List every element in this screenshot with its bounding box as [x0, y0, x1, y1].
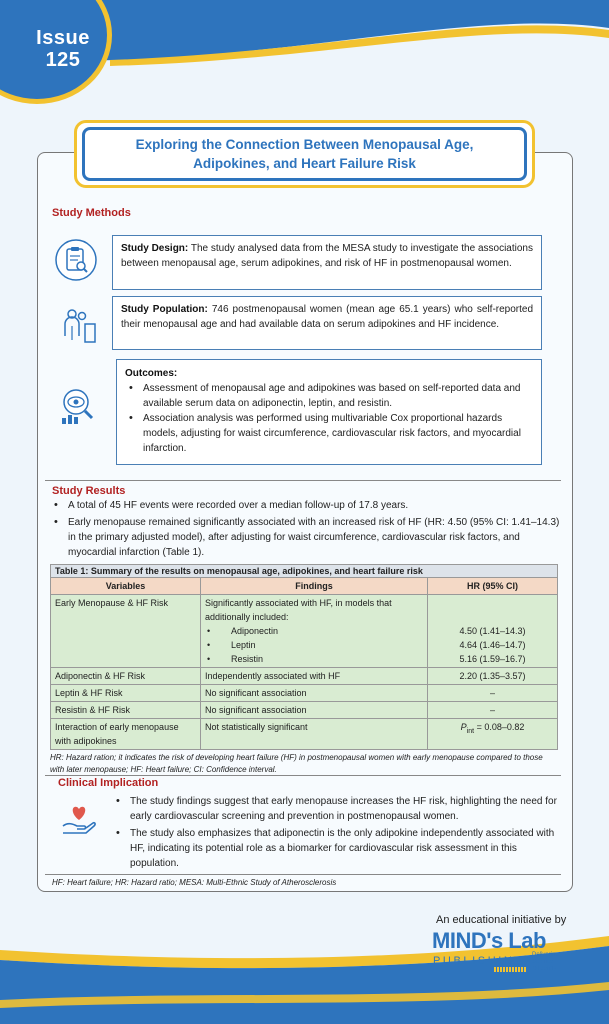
brand-tagline: Delivering Science Diligently [532, 952, 559, 972]
table-header: Variables [51, 578, 201, 595]
divider [45, 874, 561, 875]
initiative-text: An educational initiative by [436, 914, 567, 926]
list-item: • A total of 45 HF events were recorded over a median follow-up of 17.8 years. [50, 498, 562, 513]
issue-label: Issue 125 [36, 27, 90, 71]
outcomes-list [125, 381, 533, 456]
implication-heading: Clinical Implication [58, 777, 159, 789]
table-header: HR (95% CI) [428, 578, 558, 595]
study-design-box: Study Design: The study analysed data from the MESA study to investigate the associations between menopausal age, serum adipokines, and risk of HF in postmenopausal women. [112, 235, 542, 290]
results-list [50, 498, 562, 560]
population-icon [60, 306, 100, 346]
heart-hand-icon [60, 800, 98, 838]
brand-logo: MIND's Lab [432, 928, 546, 953]
divider [45, 775, 561, 776]
divider [45, 480, 561, 481]
abbreviations: HF: Heart failure; HR: Hazard ratio; MESA: Multi-Ethnic Study of Atherosclerosis [52, 878, 337, 887]
results-table [50, 564, 558, 776]
list-item: • The study also emphasizes that adiponectin is the only adipokine independently associated with HF, indicating its potential role as a biomarker for cardiovascular risk assessment in this population. [112, 826, 562, 871]
study-population-box: Study Population: 746 postmenopausal women (mean age 65.1 years) who self-reported their menopausal age and had available data on serum adipokines and HF incidence. [112, 296, 542, 350]
list-item: • The study findings suggest that early menopause increases the HF risk, highlighting the need for early cardiovascular screening and prevention in postmenopausal women. [112, 794, 562, 824]
table-row: Leptin & HF Risk No significant association – [51, 685, 558, 702]
table-footnote: HR: Hazard ration; it indicates the risk of developing heart failure (HF) in postmenopausal women with early menopause compared to those with later menopause; HF: Heart failure; CI: Confidence interval. [50, 753, 543, 774]
outcomes-box: Outcomes: • Assessment of menopausal age and adipokines was based on self-reported data and available serum data on adiponectin, leptin, and resistin. • Association analysis was performed using multivariable Cox proportional hazards models, adjusting for waist circumference, cardiovascular risk factors, and myocardial infarction. [116, 359, 542, 465]
title-box [74, 120, 535, 188]
eye-search-icon [56, 384, 100, 428]
list-item: • Assessment of menopausal age and adipokines was based on self-reported data and available serum data on adiponectin, leptin, and resistin. [125, 381, 533, 411]
table-row: Adiponectin & HF Risk Independently associated with HF 2.20 (1.35–3.57) [51, 668, 558, 685]
table-row: Resistin & HF Risk No significant association – [51, 702, 558, 719]
table-header: Findings [201, 578, 428, 595]
list-item: • Early menopause remained significantly associated with an increased risk of HF (HR: 4.50 (95% CI: 1.41–14.3) in the primary adjusted model), after adjusting for waist circumference, cardiovascular risk factors, and myocardial infarction (Table 1). [50, 515, 562, 560]
table-row: Early Menopause & HF Risk Significantly associated with HF, in models that additionally included: • Adiponectin • Leptin • Resistin 4.50 (1.41–14.3) 4.64 (1.46–14.7) 5.16 (1.59–16.7) [51, 595, 558, 668]
methods-heading: Study Methods [52, 207, 131, 219]
brand-stripes [494, 967, 526, 972]
brand-publishing: PUBLISHING [433, 955, 526, 967]
table-caption: Table 1: Summary of the results on menopausal age, adipokines, and heart failure risk [50, 564, 558, 577]
results-heading: Study Results [52, 485, 126, 497]
implication-list [112, 794, 562, 871]
clipboard-search-icon [54, 238, 98, 282]
table-row: Interaction of early menopause with adipokines Not statistically significant $P_{int} = 0.08-0.82$ [51, 719, 558, 750]
list-item: • Association analysis was performed using multivariable Cox proportional hazards models, adjusting for waist circumference, cardiovascular risk factors, and myocardial infarction. [125, 411, 533, 456]
page-title: Exploring the Connection Between Menopausal Age, Adipokines, and Heart Failure Risk [135, 137, 474, 171]
